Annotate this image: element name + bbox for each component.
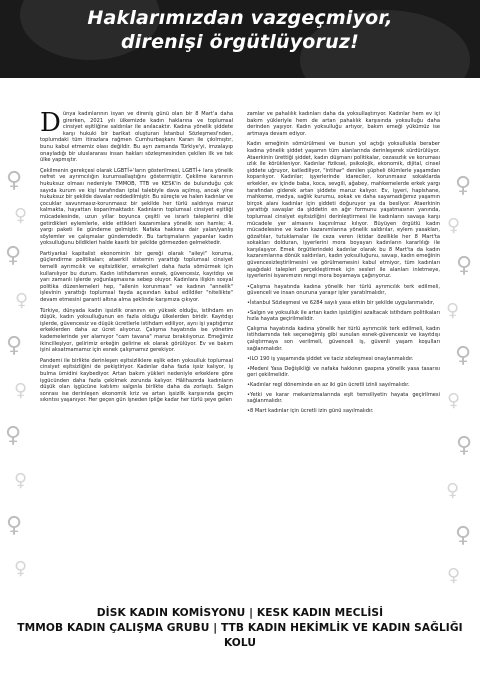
venus-symbol-icon: ♀ [14, 205, 28, 226]
demand-item: •İstanbul Sözleşmesi ve 6284 sayılı yasa etkin bir şekilde uygulanmalıdır, [247, 300, 435, 307]
demand-item: •8 Mart kadınlar için ücretli izin günü sayılmalıdır. [247, 407, 374, 414]
demand-item: •Salgın ve yoksulluk ile artan kadın işsizliğini azaltacak istihdam politikaları hızla hayata geçirilmelidir. [247, 309, 440, 323]
venus-symbol-icon: ♀ [6, 168, 23, 193]
venus-symbol-icon: ♀ [6, 513, 23, 538]
paragraph: Türkiye, dünyada kadın işsizlik oranının en yüksek olduğu, istihdam en düşük, kadın yoksulluğunun en fazla olduğu ülkelerden biridir. Kayıtdışı işlerde, güvencesiz ve düşük ücretlerle istihdam ediliyor, aynı işi yaptığımız erkeklerden daha az ücret alıyoruz. Çalışma hayatında ise yönetim kademelerinde yer alamıyor "cam tavana" maruz bırakılıyoruz. Emeğimiz ikincilleşiyor, gelirimiz erkeğin gelirine ek olarak görülüyor. Ev ve bakım işini aksatmamamız için esnek çalışmamız gerekiyor. [40, 307, 233, 354]
venus-symbol-icon: ♀ [455, 523, 472, 548]
venus-symbol-icon: ♀ [14, 380, 28, 401]
venus-symbol-icon: ♀ [5, 243, 22, 268]
venus-symbol-icon: ♀ [446, 480, 460, 501]
paragraph: zamlar ve pahalılık kadınları daha da yoksullaştırıyor. Kadınlar hem ev içi bakım yükleriyle hem de artan pahalılık karşısında yoksulluğu daha derinden yaşıyor. Kadın yoksulluğu artıyor, bakım emeği yükümüz ise artmaya devam ediyor. [247, 111, 440, 137]
paragraph [40, 111, 233, 164]
venus-symbol-icon: ♀ [6, 333, 23, 358]
right-column [247, 111, 440, 603]
title-block [0, 6, 480, 54]
signatories-footer [0, 606, 480, 651]
title-line-2: direnişi örgütlüyoruz! [121, 31, 359, 53]
venus-symbol-icon: ♀ [5, 423, 22, 448]
venus-symbol-icon: ♀ [447, 565, 461, 586]
demand-item: •Kadınlar regl döneminde en az iki gün ücretli izinli sayılmalıdır. [247, 381, 410, 388]
venus-symbol-icon: ♀ [455, 343, 472, 368]
paragraph: Kadın emeğinin sömürülmesi ve bunun yol açtığı yoksullukla beraber kadına yönelik şiddet yaşamın tüm alanlarında derinleşerek sürdürülüyor. Ataerkinin ürettiği şiddet, kadın düşmanı politikalar, cezasızlık ve koruması ızlık ile körükleniyor. Kadınlar fiziksel, psikolojik, ekonomik, dijital, cinsel şiddete uğruyor, katlediliyor, "intihar" denilen şüpheli ölümlerle yaşamdan koparılıyor. Kadınlar; işyerlerinde idareciler, korunmasız sokaklarda erkekler, ev içinde baba, koca, sevgili, ağabey, mahkemelerde erkek yargı tarafından giderek artan şiddete maruz kalıyor. Ev, işyeri, hapishane, mahkeme, medya, sağlık kurumu, sokak ve daha sayamadığımız yaşamın birçok alanı kadınlar için şiddeti doğuruyor ya da besliyor. Ataerkinin yarattığı savaşlar da şiddetin en ağır formunu yaşatmasının yanında, toplumsal cinsiyet eşitsizliğini derinleştirmesi ile kadınların savaşa karşı mücadele yer almasını kaçınılmaz kılıyor. Büyüyen örgütlü kadın mücadelesine ve kadın kazanımlarına yönelik saldırılar, eylem yasakları, gözaltılar, tutuklamalar ile ceza veren iktidar özellikle her 8 Mart'ta sokakları dolduran, işyerlerini mora boyayan kadınların kararlılığı ile karşılaşıyor. Emek örgütlerindeki kadınlar olarak bu 8 Mart'ta da kadın kazanımlarına dönük saldırıları, kadın yoksulluğunu, savaşı, kadın emeğinin güvencesizleştirilmesini ve görülmemesini kabul etmiyor, tüm kadınları aşağıdaki talepleri gerçekleştirmek için sesleri ile alanları inletmeye, işyerlerini isyanımızın rengi mora boyamaya çağırıyoruz. [247, 141, 440, 280]
title-line-1: Haklarımızdan vazgeçmiyor, [87, 7, 393, 29]
venus-symbol-icon: ♀ [447, 215, 461, 236]
venus-symbol-icon: ♀ [455, 173, 472, 198]
demand-item: •Yetki ve karar mekanizmalarında eşit temsiliyetin hayata geçirilmesi sağlanmalıdır. [247, 391, 440, 405]
demand-item: •Çalışma hayatında kadına yönelik her türlü ayrımcılık terk edilmeli, güvenceli ve insan onuruna yaraşır işler yaratılmalıdır, [247, 283, 440, 297]
venus-symbol-icon: ♀ [447, 390, 461, 411]
demand-item: •Medeni Yasa Değişikliği ve nafaka hakkının gaspına yönelik yasa tasarısı geri çekilmelidir. [247, 365, 440, 379]
venus-symbol-icon: ♀ [14, 558, 28, 579]
paragraph: Çekilmenin gerekçesi olarak LGBTİ+'ların gösterilmesi, LGBTİ+ lara yönelik nefret ve ayrımcılığın kurumsallaştığını göstermiştir. Çekilme kararının hukuksuz olması nedeniyle TMMOB, TTB ve KESK'in de bulunduğu çok sayıda kurum ve kişi tarafından iptal talebiyle dava açılmış, ancak yine hukuksuz bir şekilde davalar reddedilmiştir. Bu süreçte ve halen kadınlar ve çocuklar savunmasız-korunmasız bir şekilde her türlü saldırıya maruz kalmakta, hayattan koparılmaktadır. Kadınların toplumsal cinsiyet eşitliği mücadelesinde, uzun yıllar boyunca çeşitli ve israrlı taleplerini dile getirdikleri eylemlerle, elde ettikleri kazanımlara yönelik son hamle; 4. yargı paketi ile gündeme gelmiştir. Nafaka hakkına dair yalan/yanlış söylemler ve çalışmalar gündemdedir. Bu tartışmaların yapanlar kadın yoksulluğunu bildikleri halde kasıtlı bir şekilde görmezden gelmektedir. [40, 167, 233, 247]
paragraph: Çalışma hayatında kadına yönelik her türlü ayrımcılık terk edilmeli, kadın istihdamında tek seçeneğimiş gibi sunulan esnek-güvencesiz ve kayıtdışı çalıştırmaya son verilmeli, güvenceli iş, güvenli yaşam koşulları sağlanmalıdır. [247, 325, 440, 352]
paragraph: Pandemi ile birlikte derinleşen eşitsizliklere eşlik eden yoksulluk toplumsal cinsiyet eşitsizliğini de pekiştiriyor. Kadınlar daha fazla işsiz kalıyor, iş bulma ümidini kaybediyor. Artan bakım yükleri nedeniyle erkeklere göre işgücünden daha fazla çekilmek zorunda kalıyor. Hâlihazırda kadınların düşük olan işgücüne katılımı salgınla birlikte daha da zorlaştı. Salgın sonrası ise derinleşen ekonomik kriz ve artan işsizlik karşısında geçim sıkıntısı yaşanıyor. Her geçen gün işneden ipliğe kadar her türlü şeye gelen [40, 357, 233, 404]
venus-symbol-icon: ♀ [15, 290, 29, 311]
signatories-line-2: TMMOB KADIN ÇALIŞMA GRUBU | TTB KADIN HEKİMLİK VE KADIN SAĞLIĞI KOLU [17, 622, 463, 649]
venus-symbol-icon: ♀ [456, 433, 473, 458]
title-banner [0, 0, 480, 78]
paragraph-text: ünya kadınlarının isyan ve direniş günü olan bir 8 Mart'a daha girerken, 2021 yılı ülkemizde kadın haklarına ve toplumsal cinsiyet eşitliğine saldırılar ile anılacaktır. Kadına yönelik şiddete karşı hukuki bir barikat oluşturan İstanbul Sözleşmesi'nden, toplumdaki tüm itirazlara rağmen Cumhurbaşkanı Kararı ile çıkılmıştır, bunu kabul etmemiz olası değildir. Bu ayrı zamanda Türkiye'yi, imzalayıp onayladığı bir uluslararası insan hakları sözleşmesinden çekilen ilk ve tek ülke yapmıştır. [40, 111, 233, 164]
venus-symbol-icon: ♀ [446, 300, 460, 321]
venus-symbol-icon: ♀ [456, 253, 473, 278]
left-column [40, 111, 233, 603]
venus-symbol-icon: ♀ [14, 470, 28, 491]
drop-cap: D [40, 111, 61, 138]
paragraph: Partiyarkal kapitalist ekonominin bir gereği olarak "aileyi" koruma, güçlendirme politikaları; ataerkil sistemin yarattığı toplumsal cinsiyet temelli ayrımcılık ve eşitsizlikler, emekçileri daha fazla sömürmek için kullanılıyor bu durum. Kadın istihdamının esnek, güvencesiz, kayıtdışı ve yarı zamanlı işlerde yoğunlaşmasına sebep oluyor. Kadınlara ilişkin sosyal politika düzenlemeleri hep, "ailenin korunması" ve kadının "annelik" işlevinin yarattığı toplumsal fayda açısından kabul edildiler "niteliikte" devam etmesini garanti altına alma şeklinde karşımıza çıkıyor. [40, 250, 233, 304]
demand-item: •ILO 190 iş yaşamında şiddet ve taciz sözleşmesi onaylanmalıdır. [247, 356, 414, 363]
signatories-line-1: DİSK KADIN KOMİSYONU | KESK KADIN MECLİSİ [96, 607, 384, 619]
article-body [40, 111, 440, 603]
